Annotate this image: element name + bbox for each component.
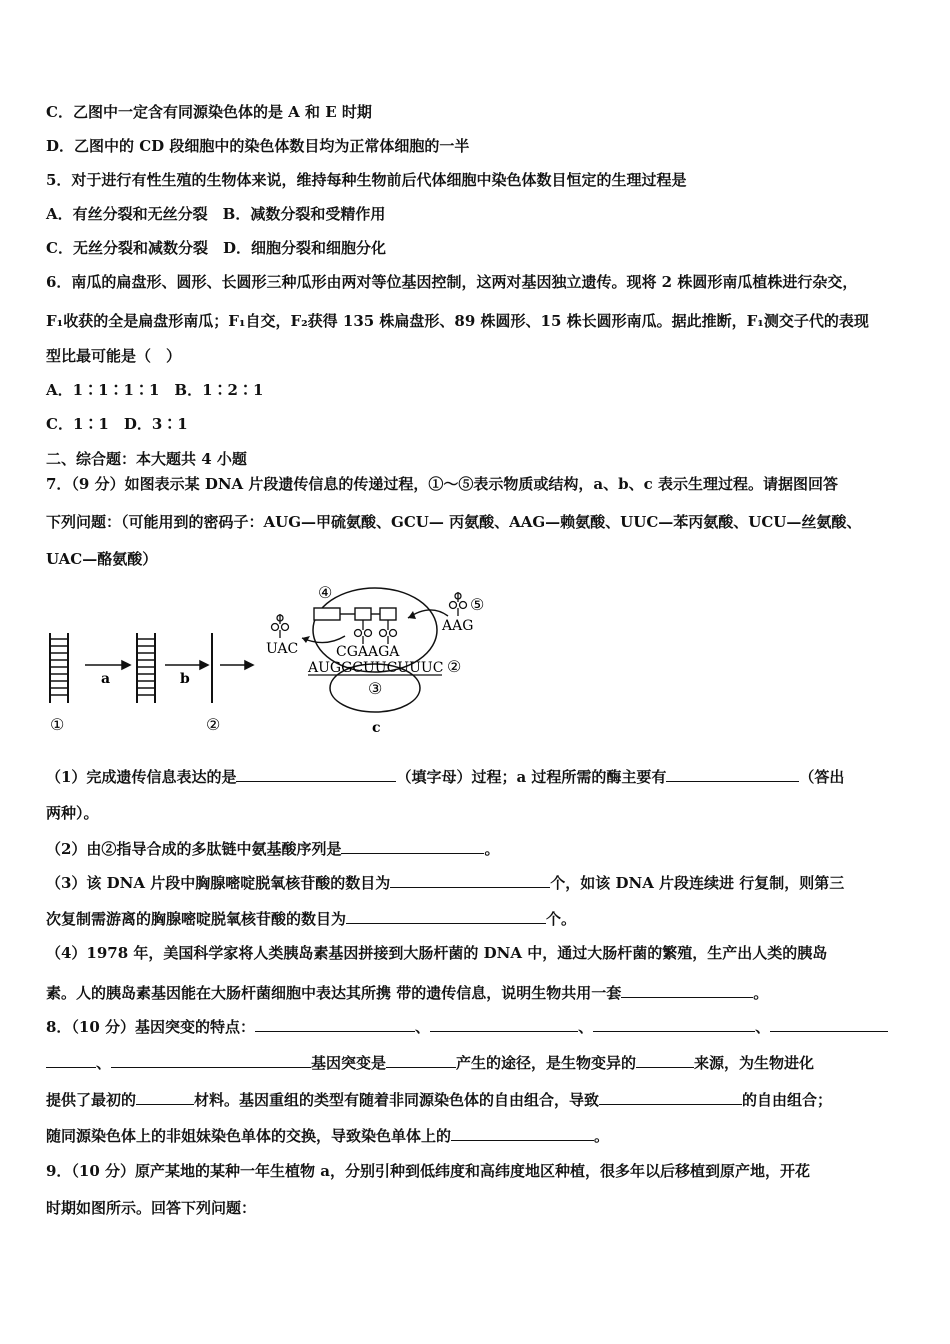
dna-replicated (137, 633, 155, 703)
q6-options-cd: C．1∶1 D．3∶1 (46, 415, 188, 433)
q8-line4: 随同源染色体上的非姐妹染色单体的交换，导致染色单体上的 。 (46, 1127, 610, 1145)
label-2-mrna: ② (447, 657, 462, 676)
answer-blank[interactable] (390, 872, 550, 888)
peptide-box (314, 608, 340, 620)
q7-part4-line1: （4）1978 年，美国科学家将人类胰岛素基因拼接到大肠杆菌的 DNA 中，通过大肠杆菌的繁殖，生产出人类的胰岛 (46, 944, 828, 962)
q7-part1-line2: 两种）。 (46, 804, 99, 822)
answer-blank[interactable] (621, 982, 753, 998)
q4-option-d: D．乙图中的 CD 段细胞中的染色体数目均为正常体细胞的一半 (46, 137, 470, 155)
q8-line1: 8．（10 分）基因突变的特点： 、 、 、 (46, 1016, 888, 1037)
answer-blank[interactable] (593, 1016, 755, 1032)
q4-option-c: C．乙图中一定含有同源染色体的是 A 和 E 时期 (46, 103, 372, 121)
q6-stem-line2: F₁收获的全是扁盘形南瓜；F₁自交，F₂获得 135 株扁盘形、89 株圆形、15 株长圆形南瓜。据此推断，F₁测交子代的表现 (46, 312, 869, 330)
label-2: ② (206, 715, 221, 734)
answer-blank[interactable] (599, 1089, 742, 1105)
answer-blank[interactable] (236, 766, 396, 782)
answer-blank[interactable] (430, 1016, 578, 1032)
answer-blank[interactable] (666, 766, 799, 782)
trna-in-ribosome (355, 620, 397, 644)
q6-options-ab: A．1∶1∶1∶1 B．1∶2∶1 (46, 381, 264, 399)
answer-blank[interactable] (255, 1016, 415, 1032)
arrow-a (85, 661, 130, 669)
answer-blank[interactable] (346, 908, 546, 924)
answer-blank[interactable] (636, 1052, 694, 1068)
q7-part3-line1: （3）该 DNA 片段中胸腺嘧啶脱氧核苷酸的数目为 个，如该 DNA 片段连续进 行复制，则第三 (46, 874, 845, 892)
q7-stem-line3: UAC—酪氨酸） (46, 550, 158, 568)
q9-line1: 9．（10 分）原产某地的某种一年生植物 a，分别引种到低纬度和高纬度地区种植，很多年以后移植到原产地，开花 (46, 1162, 810, 1180)
q7-part3-line2: 次复制需游离的胸腺嘧啶脱氧核苷酸的数目为 个。 (46, 910, 577, 928)
q7-stem-line1: 7．（9 分）如图表示某 DNA 片段遗传信息的传递过程，①～⑤表示物质或结构，a、b、c 表示生理过程。请据图回答 (46, 475, 838, 493)
answer-blank[interactable] (770, 1016, 888, 1032)
q6-stem-line1: 6．南瓜的扁盘形、圆形、长圆形三种瓜形由两对等位基因控制，这两对基因独立遗传。现将 2 株圆形南瓜植株进行杂交， (46, 273, 858, 291)
answer-blank[interactable] (341, 838, 484, 854)
trna-leaving (272, 614, 289, 638)
arrow-to-translation (220, 661, 253, 669)
answer-blank[interactable] (136, 1089, 194, 1105)
answer-blank[interactable] (111, 1052, 311, 1068)
answer-blank[interactable] (386, 1052, 456, 1068)
q7-part4-line2: 素。人的胰岛素基因能在大肠杆菌细胞中表达其所携 带的遗传信息，说明生物共用一套 。 (46, 984, 769, 1002)
arrow-b-label: b (180, 671, 190, 687)
section-heading: 二、综合题：本大题共 4 小题 (46, 450, 247, 468)
dna-double-strand (50, 633, 68, 703)
mrna-sequence: AUGGCUUCUUUC (308, 660, 444, 676)
answer-blank[interactable] (46, 1052, 96, 1068)
trna-incoming (450, 592, 467, 616)
label-5: ⑤ (470, 595, 485, 614)
q7-stem-line2: 下列问题：（可能用到的密码子：AUG—甲硫氨酸、GCU— 丙氨酸、AAG—赖氨酸、UUC—苯丙氨酸、UCU—丝氨酸、 (46, 513, 862, 531)
label-3: ③ (368, 679, 383, 698)
process-c-label: c (372, 720, 381, 736)
q5-stem: 5．对于进行有性生殖的生物体来说，维持每种生物前后代体细胞中染色体数目恒定的生理过程是 (46, 171, 687, 189)
label-4: ④ (318, 583, 333, 602)
q8-line2: 、 基因突变是 产生的途径，是生物变异的 来源，为生物进化 (46, 1052, 814, 1073)
arrow-b (165, 661, 208, 669)
anticodon-sequence: CGAAGA (336, 644, 400, 660)
gene-expression-diagram (40, 578, 485, 740)
q7-part1-line1: （1）完成遗传信息表达的是 （填字母）过程；a 过程所需的酶主要有 （答出 (46, 768, 845, 786)
arrow-a-label: a (101, 671, 111, 687)
anticodon-left: UAC (266, 641, 299, 657)
q5-options-cd: C．无丝分裂和减数分裂 D．细胞分裂和细胞分化 (46, 239, 386, 257)
anticodon-right: AAG (442, 618, 474, 634)
answer-blank[interactable] (451, 1125, 594, 1141)
q5-options-ab: A．有丝分裂和无丝分裂 B．减数分裂和受精作用 (46, 205, 386, 223)
q6-stem-line3: 型比最可能是（ ） (46, 347, 182, 365)
q7-part2: （2）由②指导合成的多肽链中氨基酸序列是 。 (46, 840, 500, 858)
q9-line2: 时期如图所示。回答下列问题： (46, 1199, 257, 1217)
label-1: ① (50, 715, 65, 734)
q8-line3: 提供了最初的 材料。基因重组的类型有随着非同源染色体的自由组合，导致 的自由组合； (46, 1091, 833, 1109)
